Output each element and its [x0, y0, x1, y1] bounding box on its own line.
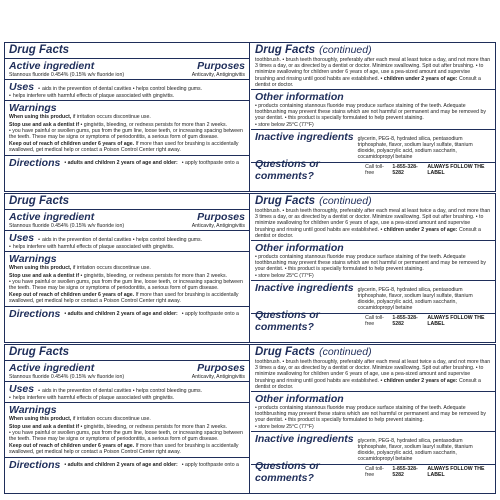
warnings-header: Warnings: [9, 253, 57, 266]
continued-text: toothbrush. • brush teeth thoroughly, preferably after each meal at least twice a day, and not more than 3 times a day, or as directed by a dentist or doctor. Minimize swallowing. Spit out after brushing. • to minimize swallowing for children under 6 years of age, use a pea-sized amount and supervise brushing and rinsing until good habits are established.: [255, 208, 491, 233]
warn-when-text: if irritation occurs discontinue use.: [72, 114, 151, 121]
continued-title: Drug Facts: [255, 195, 316, 207]
uses-line-1: • aids in the prevention of dental cavities • helps control bleeding gums.: [38, 388, 202, 394]
questions-header: Questions or comments?: [255, 158, 320, 183]
warn-when-label: When using this product,: [9, 114, 72, 121]
drug-facts-panel: [4, 42, 496, 192]
continued-suffix: (continued): [319, 346, 372, 358]
warn-stop-text-2: • you have painful or swollen gums, pus from the gum line, loose teeth, or increasing spacing between the teeth. These may be signs or symptoms of periodontitis, a serious form of gum disease.: [9, 429, 243, 443]
uses-header: Uses: [9, 81, 35, 94]
directions-section: [5, 458, 249, 473]
warn-stop-text-2: • you have painful or swollen gums, pus from the gum line, loose teeth, or increasing spacing between the teeth. These may be signs or symptoms of periodontitis, a serious form of gum disease.: [9, 278, 243, 292]
drug-facts-left-column: [5, 194, 250, 342]
uses-section: [5, 231, 249, 252]
directions-tail: • apply toothpaste onto a: [181, 311, 239, 318]
inactive-ingredients-header: Inactive ingredients: [255, 281, 354, 294]
active-ingredient-section: [5, 59, 249, 80]
directions-text: • adults and children 2 years of age and older:: [64, 160, 178, 167]
inactive-ingredients-text: glycerin, PEG-8, hydrated silica, pentasodium triphosphate, flavor, sodium lauryl sulfate, titanium dioxide, polyacrylic acid, sodium saccharin, cocamidopropyl betaine: [357, 286, 473, 312]
warn-when-label: When using this product,: [9, 265, 72, 272]
continued-bold: • children under 2 years of age:: [380, 377, 458, 384]
warn-stop-label: Stop use and ask a dentist if: [9, 272, 80, 279]
continued-suffix: (continued): [319, 195, 372, 207]
continued-text: toothbrush. • brush teeth thoroughly, preferably after each meal at least twice a day, and not more than 3 times a day, or as directed by a dentist or doctor. Minimize swallowing. Spit out after brushing. • to minimize swallowing for children under 6 years of age, use a pea-sized amount and supervise brushing and rinsing until good habits are established.: [255, 359, 491, 384]
continued-tail: Consult a dentist or doctor.: [255, 377, 481, 390]
purposes-text: Anticavity, Antigingivitis: [191, 223, 245, 229]
warnings-section: [5, 101, 249, 155]
warn-stop-text: • gingivitis, bleeding, or redness persists for more than 2 weeks.: [80, 423, 228, 430]
continued-title: Drug Facts: [255, 346, 316, 358]
keep-out-label: Keep out of reach of children under 6 years of age.: [9, 141, 135, 148]
drug-facts-title: Drug Facts: [9, 195, 70, 207]
warn-when-label: When using this product,: [9, 416, 72, 423]
warnings-header: Warnings: [9, 404, 57, 417]
uses-header: Uses: [9, 383, 35, 396]
directions-header: Directions: [9, 157, 61, 170]
warnings-header: Warnings: [9, 102, 57, 115]
other-info-header: Other information: [255, 393, 344, 406]
warnings-section: [5, 252, 249, 306]
directions-header: Directions: [9, 459, 61, 472]
title-section: [5, 194, 249, 210]
uses-line-1: • aids in the prevention of dental cavities • helps control bleeding gums.: [38, 86, 202, 92]
inactive-ingredients-text: glycerin, PEG-8, hydrated silica, pentasodium triphosphate, flavor, sodium lauryl sulfate, titanium dioxide, polyacrylic acid, sodium saccharin, cocamidopropyl betaine: [357, 135, 473, 161]
continued-section: [251, 194, 495, 241]
drug-facts-left-column: [5, 43, 250, 191]
uses-line-2: • helps interfere with harmful effects of plaque associated with gingivitis.: [9, 244, 245, 250]
other-info-store: • store below 25°C (77°F): [255, 121, 314, 128]
directions-text: • adults and children 2 years of age and older:: [64, 462, 178, 469]
questions-text: Call toll-free: [365, 314, 384, 328]
purposes-text: Anticavity, Antigingivitis: [191, 72, 245, 78]
drug-facts-right-column: [251, 43, 495, 191]
purposes-text: Anticavity, Antigingivitis: [191, 374, 245, 380]
warn-stop-text: • gingivitis, bleeding, or redness persists for more than 2 weeks.: [80, 121, 228, 128]
directions-header: Directions: [9, 308, 61, 321]
always-follow-label: ALWAYS FOLLOW THE LABEL: [427, 164, 485, 177]
active-ingredient-header: Active ingredient: [9, 60, 95, 72]
drug-facts-title: Drug Facts: [9, 346, 70, 358]
other-info-store: • store below 25°C (77°F): [255, 272, 314, 279]
warn-when-text: if irritation occurs discontinue use.: [72, 265, 151, 272]
drug-facts-title: Drug Facts: [9, 44, 70, 56]
other-info-store: • store below 25°C (77°F): [255, 423, 314, 430]
directions-tail: • apply toothpaste onto a: [181, 160, 239, 167]
other-info-text: • products containing stannous fluoride may produce surface staining of the teeth. Adequate toothbrushing may prevent these stains which are not harmful or permanent and may be removed by your dentist. • this product is specially formulated to help prevent staining.: [255, 405, 486, 424]
continued-section: [251, 43, 495, 90]
active-ingredient-header: Active ingredient: [9, 362, 95, 374]
uses-section: [5, 382, 249, 403]
directions-tail: • apply toothpaste onto a: [181, 462, 239, 469]
keep-out-text: If more than used for brushing is accidentally swallowed, get medical help or contact a Poison Control Center right away.: [9, 292, 239, 305]
active-ingredient-header: Active ingredient: [9, 211, 95, 223]
other-info-section: [251, 392, 495, 432]
purposes-header: Purposes: [197, 211, 245, 223]
directions-section: [5, 307, 249, 322]
continued-text: toothbrush. • brush teeth thoroughly, preferably after each meal at least twice a day, and not more than 3 times a day, or as directed by a dentist or doctor. Minimize swallowing. Spit out after brushing. • to minimize swallowing for children under 6 years of age, use a pea-sized amount and supervise brushing and rinsing until good habits are established.: [255, 57, 491, 82]
continued-suffix: (continued): [319, 44, 372, 56]
active-ingredient-text: Stannous fluoride 0.454% (0.15% w/v fluoride ion): [9, 72, 125, 78]
continued-tail: Consult a dentist or doctor.: [255, 75, 481, 88]
drug-facts-right-column: [251, 345, 495, 493]
title-section: [5, 345, 249, 361]
phone-number: 1-855-328-5282: [392, 314, 418, 328]
phone-number: 1-855-328-5282: [392, 163, 418, 177]
questions-section: [251, 158, 495, 183]
title-section: [5, 43, 249, 59]
warn-stop-label: Stop use and ask a dentist if: [9, 423, 80, 430]
other-info-text: • products containing stannous fluoride may produce surface staining of the teeth. Adequate toothbrushing may prevent these stains which are not harmful or permanent and may be removed by your dentist. • this product is specially formulated to help prevent staining.: [255, 254, 486, 273]
questions-header: Questions or comments?: [255, 460, 320, 485]
drug-facts-left-column: [5, 345, 250, 493]
inactive-ingredients-header: Inactive ingredients: [255, 130, 354, 143]
purposes-header: Purposes: [197, 60, 245, 72]
active-ingredient-section: [5, 361, 249, 382]
other-info-section: [251, 90, 495, 130]
other-info-header: Other information: [255, 91, 344, 104]
warnings-section: [5, 403, 249, 457]
purposes-header: Purposes: [197, 362, 245, 374]
warn-when-text: if irritation occurs discontinue use.: [72, 416, 151, 423]
other-info-text: • products containing stannous fluoride may produce surface staining of the teeth. Adequate toothbrushing may prevent these stains which are not harmful or permanent and may be removed by your dentist. • this product is specially formulated to help prevent staining.: [255, 103, 486, 122]
warn-stop-text: • gingivitis, bleeding, or redness persists for more than 2 weeks.: [80, 272, 228, 279]
other-info-header: Other information: [255, 242, 344, 255]
questions-text: Call toll-free: [365, 163, 384, 177]
always-follow-label: ALWAYS FOLLOW THE LABEL: [427, 466, 485, 479]
continued-bold: • children under 2 years of age:: [380, 75, 458, 82]
drug-facts-panel: [4, 193, 496, 343]
active-ingredient-text: Stannous fluoride 0.454% (0.15% w/v fluoride ion): [9, 223, 125, 229]
continued-tail: Consult a dentist or doctor.: [255, 226, 481, 239]
keep-out-label: Keep out of reach of children under 6 years of age.: [9, 443, 135, 450]
keep-out-text: If more than used for brushing is accidentally swallowed, get medical help or contact a Poison Control Center right away.: [9, 443, 239, 456]
continued-bold: • children under 2 years of age:: [380, 226, 458, 233]
continued-section: [251, 345, 495, 392]
uses-line-2: • helps interfere with harmful effects of plaque associated with gingivitis.: [9, 395, 245, 401]
uses-section: [5, 80, 249, 101]
uses-line-2: • helps interfere with harmful effects of plaque associated with gingivitis.: [9, 93, 245, 99]
directions-text: • adults and children 2 years of age and older:: [64, 311, 178, 318]
drug-facts-panel: [4, 344, 496, 494]
uses-line-1: • aids in the prevention of dental cavities • helps control bleeding gums.: [38, 237, 202, 243]
questions-section: [251, 309, 495, 334]
active-ingredient-text: Stannous fluoride 0.454% (0.15% w/v fluoride ion): [9, 374, 125, 380]
warn-stop-text-2: • you have painful or swollen gums, pus from the gum line, loose teeth, or increasing spacing between the teeth. These may be signs or symptoms of periodontitis, a serious form of gum disease.: [9, 127, 243, 141]
keep-out-text: If more than used for brushing is accidentally swallowed, get medical help or contact a Poison Control Center right away.: [9, 141, 239, 154]
drug-facts-right-column: [251, 194, 495, 342]
warn-stop-label: Stop use and ask a dentist if: [9, 121, 80, 128]
keep-out-label: Keep out of reach of children under 6 years of age.: [9, 292, 135, 299]
uses-header: Uses: [9, 232, 35, 245]
always-follow-label: ALWAYS FOLLOW THE LABEL: [427, 315, 485, 328]
continued-title: Drug Facts: [255, 44, 316, 56]
inactive-ingredients-header: Inactive ingredients: [255, 432, 354, 445]
active-ingredient-section: [5, 210, 249, 231]
questions-header: Questions or comments?: [255, 309, 320, 334]
phone-number: 1-855-328-5282: [392, 465, 418, 479]
directions-section: [5, 156, 249, 171]
questions-section: [251, 460, 495, 485]
other-info-section: [251, 241, 495, 281]
questions-text: Call toll-free: [365, 465, 384, 479]
inactive-ingredients-text: glycerin, PEG-8, hydrated silica, pentasodium triphosphate, flavor, sodium lauryl sulfate, titanium dioxide, polyacrylic acid, sodium saccharin, cocamidopropyl betaine: [357, 437, 473, 463]
